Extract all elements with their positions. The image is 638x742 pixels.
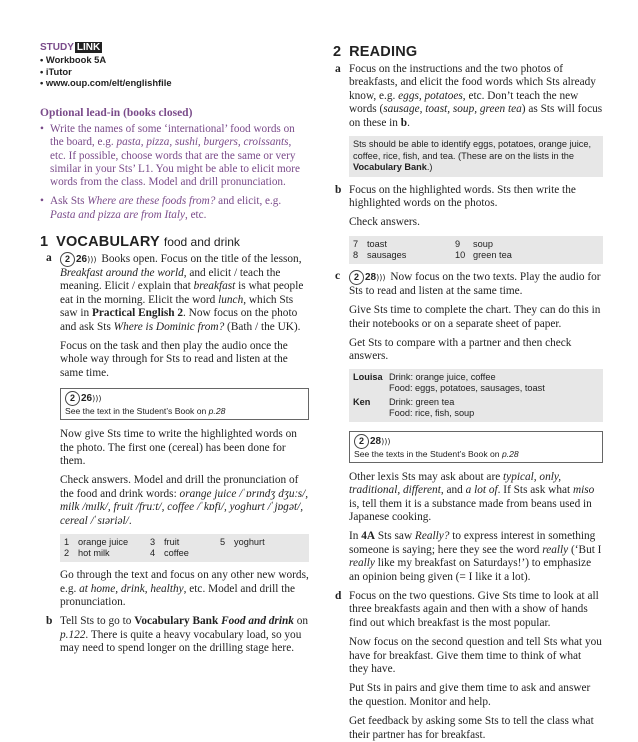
reading-paragraph: In 4A Sts saw Really? to express interest in something someone is saying; here they see the word really (‘But I really like my breakfast on Saturdays!’) to emphasize an opinion being given (= I like it a lot).	[349, 530, 602, 583]
vocab-part-b: b Tell Sts to go to Vocabulary Bank Food and drink on p.122. There is quite a heavy vocabulary load, so you may need to spend longer on the drilling stage here.	[46, 615, 309, 655]
audio-track-icon[interactable]: 2	[60, 252, 75, 267]
lead-in-bullet: • Write the names of some ‘international’ food words on the board, e.g. pasta, pizza, sushi, burgers, croissants, etc. If possible, choose words that are the same or very similar in your Sts’ L1. You might be able to elicit more words from the class. Model and drill pronunciation.	[40, 123, 300, 189]
sound-wave-icon: )))	[376, 272, 386, 282]
audio-script-box: 2 26))) See the text in the Student’s Book on p.28	[60, 388, 309, 420]
reading-paragraph: Other lexis Sts may ask about are typical, only, traditional, different, and a lot of. If Sts ask what miso is, tell them it is a substance made from beans used in Japanese cooking.	[349, 470, 595, 523]
chart-answer-box: Louisa Drink: orange juice, coffee Food: eggs, potatoes, sausages, toast Ken Drink: green tea Food: rice, fish, soup	[349, 369, 603, 422]
sound-wave-icon: )))	[381, 436, 391, 446]
vocabulary-heading: 1 VOCABULARY food and drink	[40, 234, 240, 250]
answer-box: 7 toast 9 soup 8 sausages 10 green tea	[349, 236, 603, 264]
lead-in-section	[40, 106, 308, 222]
lead-in-bullet: • Ask Sts Where are these foods from? and elicit, e.g. Pasta and pizza are from Italy, etc.	[40, 195, 282, 221]
vocab-paragraph: Focus on the task and then play the audio once the whole way through for Sts to read and listen at the same time.	[60, 340, 288, 379]
audio-track-icon[interactable]: 2	[354, 434, 369, 449]
study-link-item[interactable]: • www.oup.com/elt/englishfile	[40, 77, 172, 89]
reading-part-c: c 2 28))) Now focus on the two texts. Play the audio for Sts to read and listen at the same time. Give Sts time to complete the chart. They can do this in their notebooks or on a separate sheet of paper. Get Sts to compare with a partner and then check answers.	[335, 269, 601, 363]
reading-parts	[335, 63, 603, 742]
reading-part-d: d Focus on the two questions. Give Sts time to look at all three breakfasts again and then with a show of hands find out which breakfast is the most popular. Now focus on the second question and tell Sts what you have for breakfast. Give them time to think of what they have. Put Sts in pairs and give them time to ask and answer the question. Monitor and help. Get feedback by asking some Sts to tell the class what their partner has for breakfast.	[335, 590, 602, 741]
study-label: STUDY	[40, 42, 74, 53]
vocab-paragraph: Now give Sts time to write the highlighted words on the photo. The first one (cereal) has been done for them.	[60, 428, 297, 468]
vocab-paragraph: Go through the text and focus on any other new words, e.g. at home, drink, healthy, etc. Model and drill the pronunciation.	[60, 569, 309, 608]
sound-wave-icon: )))	[87, 254, 97, 264]
reading-part-a: a Focus on the instructions and the two photos of breakfasts, and elicit the food words which Sts already know, e.g. eggs, potatoes, etc. Don’t teach the new words (sausage, toast, soup, green tea) as Sts will focus on these in b.	[335, 63, 603, 129]
audio-track-icon[interactable]: 2	[349, 270, 364, 285]
reading-heading: 2 READING	[333, 44, 418, 60]
audio-track-icon[interactable]: 2	[65, 391, 80, 406]
reading-part-b: b Focus on the highlighted words. Sts then write the highlighted words on the photos. Check answers.	[335, 183, 576, 229]
audio-script-box: 2 28))) See the texts in the Student’s Book on p.28	[349, 431, 603, 463]
study-link-item: • Workbook 5A	[40, 54, 107, 65]
sound-wave-icon: )))	[92, 394, 102, 404]
vocab-part-a: a 2 26))) Books open. Focus on the title of the lesson, Breakfast around the world, and elicit / teach the meaning. Elicit / explain that breakfast is what people eat in the morning. Elicit the word lunch, which Sts saw in Practical English 2. Now focus on the photo and ask Sts Where is Dominic from? (Bath / the UK). Focus on the task and then play the audio once the whole way through for Sts to read and listen at the same time. 2 26))) See the text in the Student’s Book on p.28 Now give Sts time to write the highlighted words on the photo. The first one (cereal) has been done for them. Check answers. Model and drill the pronunciation of the food and drink words: orange juice /ˈɒrɪndʒ dʒuːs/, milk /mɪlk/, fruit /fruːt/, coffee /ˈkɒfi/, yoghurt /ˈjɒɡət/, cereal /ˈsɪəriəl/. 1 orange juice 3 fruit 5 yoghurt 2 hot milk 4 coffee Go through the text and focus on any other new words, e.g. at home, drink, healthy, etc. Model and drill the pronunciation. b Tell Sts to go to Vocabulary Bank Food and drink on p.122. There is quite a heavy vocabulary load, so you may need to spend longer on the drilling stage here.	[46, 252, 309, 655]
link-label: LINK	[76, 42, 101, 53]
answer-box: 1 orange juice 3 fruit 5 yoghurt 2 hot milk 4 coffee	[60, 534, 309, 562]
vocab-paragraph: Check answers. Model and drill the pronunciation of the food and drink words: orange juice /ˈɒrɪndʒ dʒuːs/, milk /mɪlk/, fruit /fruːt/, coffee /ˈkɒfi/, yoghurt /ˈjɒɡət/, cereal /ˈsɪəriəl/.	[60, 474, 309, 527]
lead-in-heading: Optional lead-in (books closed)	[40, 107, 193, 119]
study-link-item: • iTutor	[40, 65, 72, 77]
study-link	[40, 42, 172, 89]
teacher-note-box: Sts should be able to identify eggs, potatoes, orange juice, coffee, rice, fish, and tea. (These are on the lists in the Vocabulary Bank.)	[349, 136, 603, 177]
